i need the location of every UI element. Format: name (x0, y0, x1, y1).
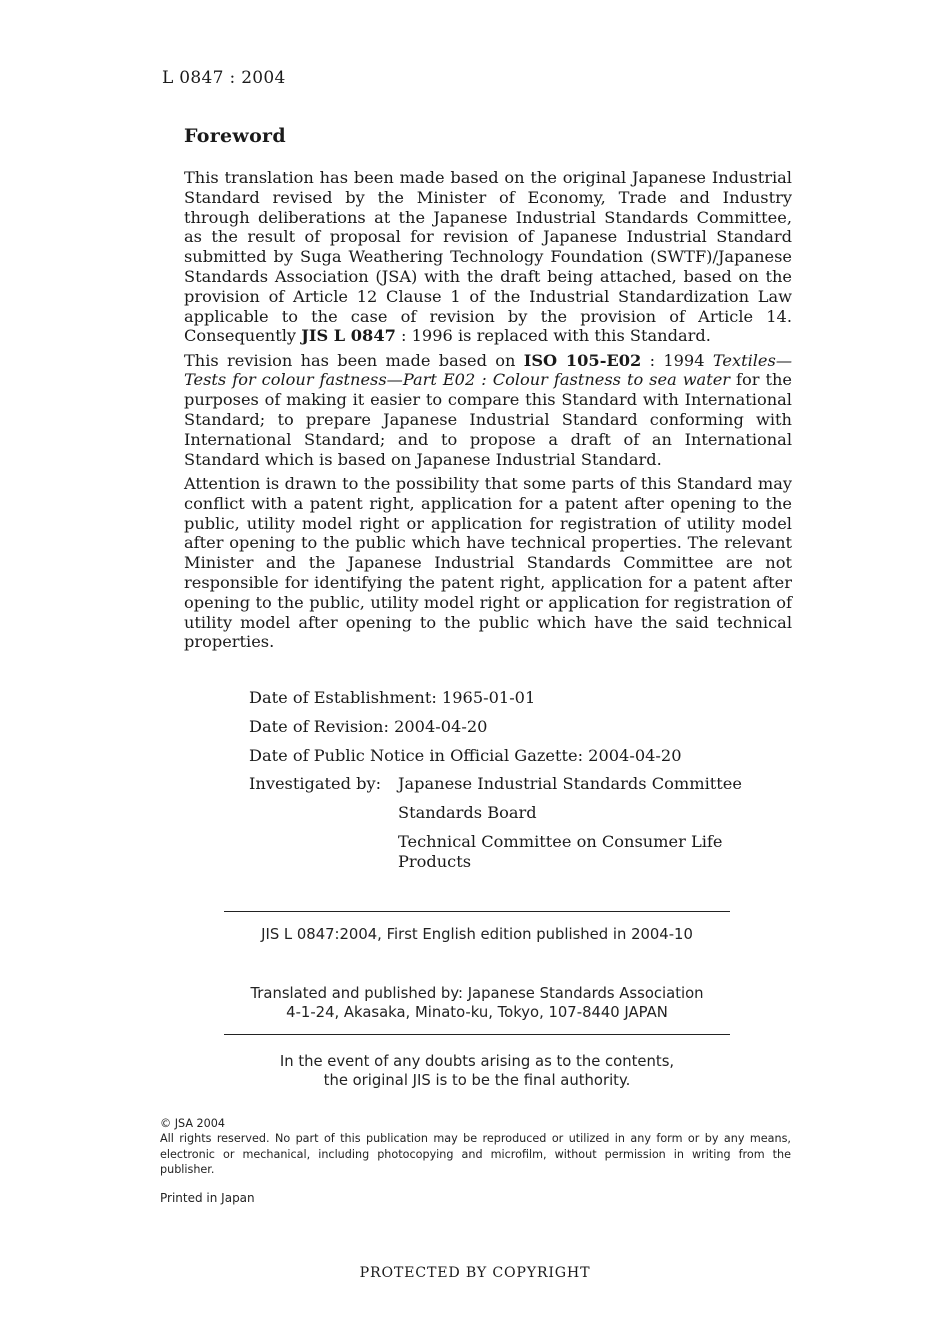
copyright-block (160, 1116, 791, 1178)
p2-text-b: : 1994 (641, 350, 713, 370)
investigated-by-item: Japanese Industrial Standards Committee (398, 774, 742, 794)
printed-in: Printed in Japan (160, 1191, 255, 1205)
copyright-notice: All rights reserved. No part of this publication may be reproduced or utilized in any form or by any means, electronic or mechanical, including photocopying and microfilm, without permission in writing from the publisher. (160, 1132, 791, 1177)
investigated-by-item: Technical Committee on Consumer Life Products (398, 831, 723, 871)
investigated-by-list (398, 774, 758, 880)
date-of-establishment: Date of Establishment: 1965-01-01 (249, 688, 536, 707)
investigated-by-item: Standards Board (398, 803, 537, 823)
protected-by-copyright: PROTECTED BY COPYRIGHT (359, 1265, 591, 1281)
foreword-paragraph-2 (184, 351, 792, 470)
p2-text-c: for the purposes of making it easier to compare this Standard with International Standard; to prepare Japanese Industrial Standard conforming with International Standard; and to propose a draft of an International Standard which is based on Japanese Industrial Standard. (184, 370, 792, 469)
authority-line-2: the original JIS is to be the final authority. (323, 1072, 631, 1089)
p2-iso-title: Textiles—Tests for colour fastness—Part E02 : Colour fastness to sea water (184, 350, 793, 390)
authority-line-1: In the event of any doubts arising as to the contents, (279, 1053, 675, 1070)
date-of-revision: Date of Revision: 2004-04-20 (249, 716, 488, 736)
foreword-paragraph-1 (184, 168, 792, 346)
p2-text-a: This revision has been made based on (184, 350, 524, 370)
p2-iso-ref: ISO 105-E02 (523, 350, 642, 370)
authority-notice (160, 1052, 794, 1090)
edition-line: JIS L 0847:2004, First English edition published in 2004-10 (261, 926, 693, 943)
standard-id-header: L 0847 : 2004 (162, 68, 286, 88)
publisher-block (160, 984, 794, 1022)
foreword-heading: Foreword (184, 125, 286, 147)
divider-top (224, 911, 730, 912)
foreword-body (184, 168, 792, 657)
dates-block (249, 688, 758, 881)
publisher-line-1: Translated and published by: Japanese Standards Association (250, 985, 704, 1002)
date-of-public-notice: Date of Public Notice in Official Gazette: 2004-04-20 (249, 745, 682, 765)
copyright-holder: © JSA 2004 (160, 1117, 226, 1130)
investigated-by-label: Investigated by: (249, 774, 382, 794)
foreword-paragraph-3: Attention is drawn to the possibility that some parts of this Standard may conflict with a patent right, application for a patent after opening to the public, utility model right or application for registration of utility model after opening to the public which have technical properties. The relevant Minister and the Japanese Industrial Standards Committee are not responsible for identifying the patent right, application for a patent after opening to the public, utility model right or application for registration of utility model after opening to the public which have the said technical properties. (184, 473, 792, 652)
p1-standard-ref: JIS L 0847 (301, 326, 396, 346)
publisher-address: 4-1-24, Akasaka, Minato-ku, Tokyo, 107-8440 JAPAN (286, 1004, 668, 1021)
investigated-by (249, 774, 758, 880)
p1-text-b: : 1996 is replaced with this Standard. (395, 326, 711, 346)
p1-text-a: This translation has been made based on the original Japanese Industrial Standard revised by the Minister of Economy, Trade and Industry through deliberations at the Japanese Industrial Standards Committee, as the result of proposal for revision of Japanese Industrial Standard submitted by Suga Weathering Technology Foundation (SWTF)/Japanese Standards Association (JSA) with the draft being attached, based on the provision of Article 12 Clause 1 of the Industrial Standardization Law applicable to the case of revision by the provision of Article 14. Consequently (184, 168, 792, 346)
divider-bottom (224, 1034, 730, 1035)
